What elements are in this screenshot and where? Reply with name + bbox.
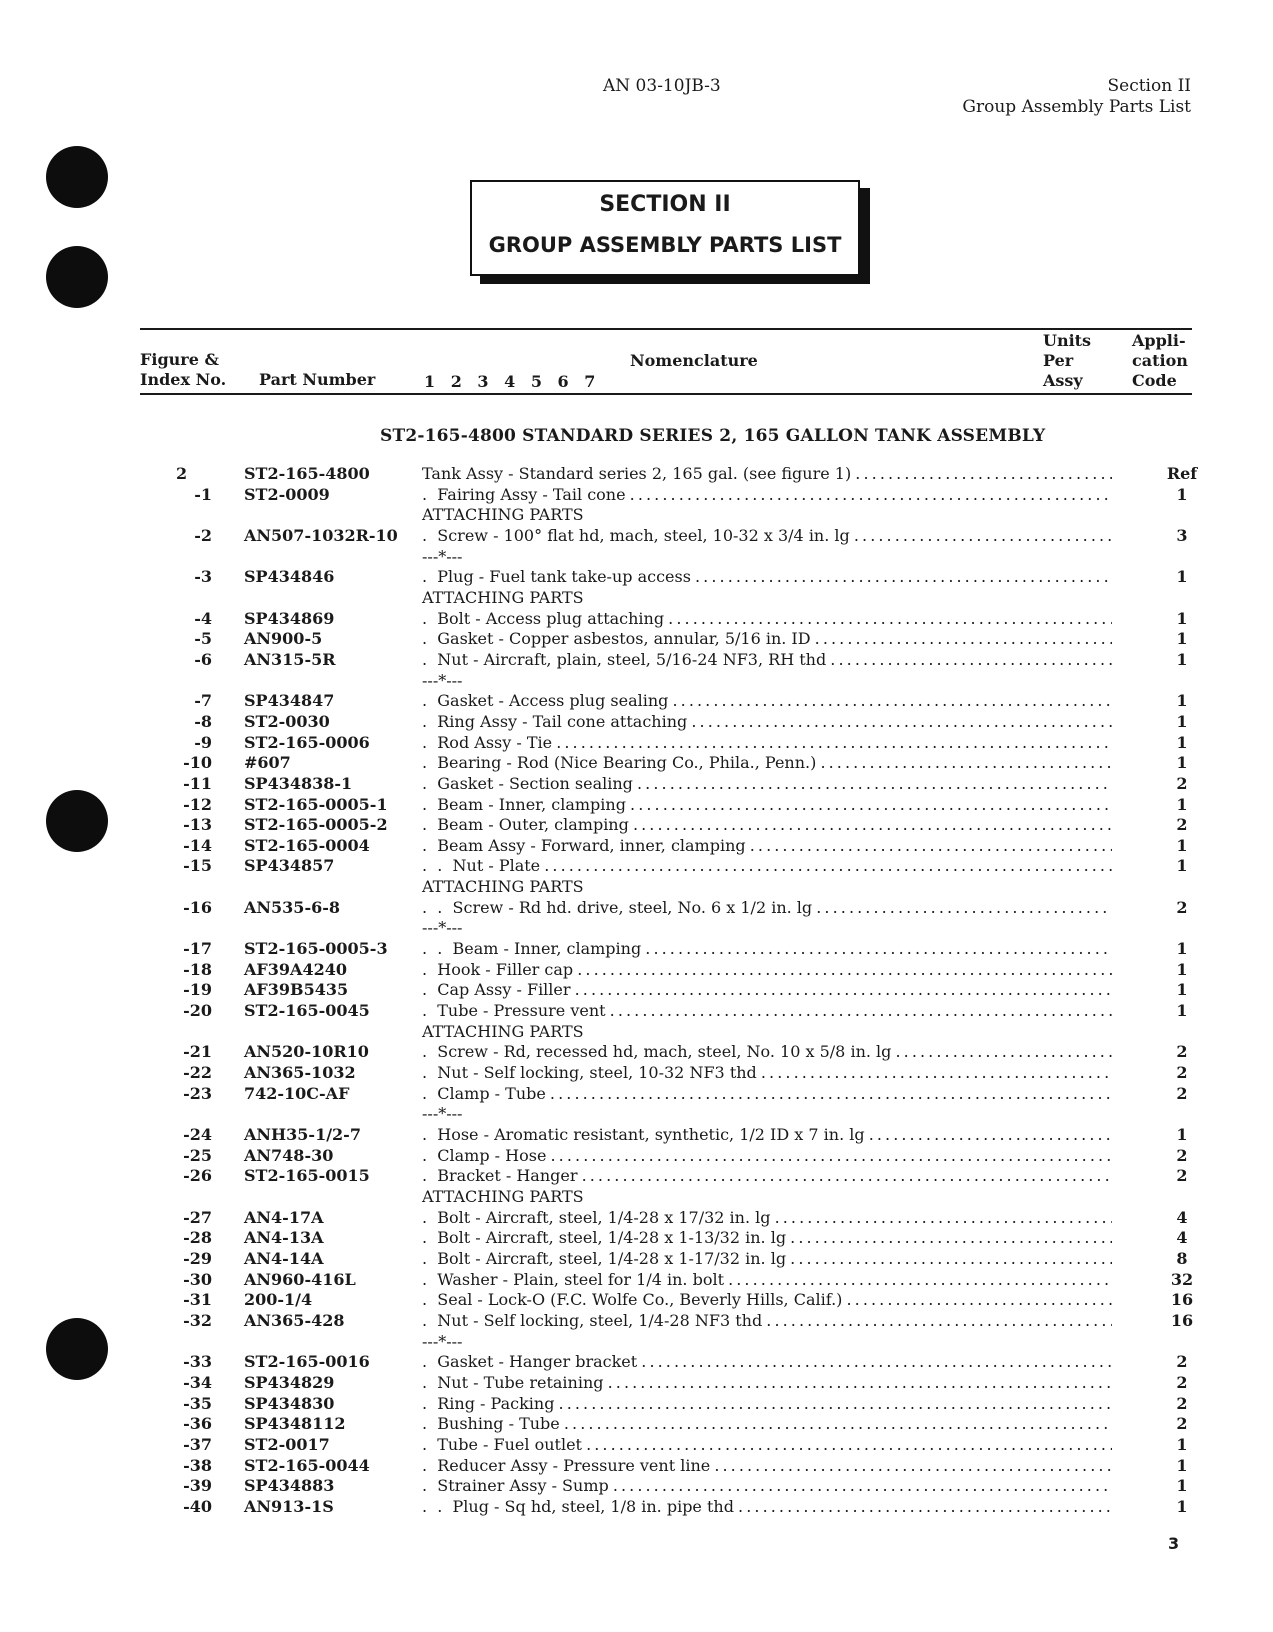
row-part-number: AN365-1032 <box>244 1063 356 1083</box>
row-units: 2 <box>1176 1166 1188 1186</box>
row-index: -34 <box>183 1372 212 1392</box>
table-row <box>140 1290 1192 1311</box>
row-part-number: ST2-165-0006 <box>244 732 370 752</box>
parts-list <box>140 464 1198 1517</box>
row-index: -5 <box>194 629 212 649</box>
attaching-parts-label <box>140 1187 1192 1208</box>
section-title-box <box>470 180 860 276</box>
section-box-line1: SECTION II <box>599 192 731 217</box>
row-index: -15 <box>183 856 212 876</box>
row-nomenclature: . Bracket - Hanger . . . <box>422 1166 1112 1186</box>
row-index: -29 <box>183 1248 212 1268</box>
row-part-number: ST2-0030 <box>244 711 330 731</box>
row-nomenclature: . Beam - Outer, clamping . . . <box>422 815 1112 835</box>
row-note: ATTACHING PARTS <box>422 587 584 607</box>
row-part-number: SP434829 <box>244 1372 335 1392</box>
table-row <box>140 1084 1192 1105</box>
attaching-parts-label <box>140 588 1192 609</box>
row-nomenclature: . Hose - Aromatic resistant, synthetic, 1/2 ID x 7 in. lg . . . <box>422 1125 1112 1145</box>
table-row <box>140 526 1192 547</box>
row-index: -18 <box>183 959 212 979</box>
row-nomenclature: . . Beam - Inner, clamping . . . <box>422 939 1112 959</box>
col-figure-index: Figure & Index No. <box>140 350 227 389</box>
table-header-rule <box>140 393 1192 395</box>
row-index: -39 <box>183 1476 212 1496</box>
row-nomenclature: . Bolt - Aircraft, steel, 1/4-28 x 1-13/32 in. lg . . . <box>422 1228 1112 1248</box>
binder-hole <box>46 246 108 308</box>
table-row <box>140 1042 1192 1063</box>
row-nomenclature: . Seal - Lock-O (F.C. Wolfe Co., Beverly Hills, Calif.) . . . <box>422 1290 1112 1310</box>
row-nomenclature: . Screw - Rd, recessed hd, mach, steel, No. 10 x 5/8 in. lg . . . <box>422 1042 1112 1062</box>
row-units: 16 <box>1170 1310 1194 1330</box>
row-nomenclature: . Screw - 100° flat hd, mach, steel, 10-32 x 3/4 in. lg . . . <box>422 526 1112 546</box>
row-units: 16 <box>1170 1290 1194 1310</box>
row-part-number: AN507-1032R-10 <box>244 525 398 545</box>
table-row <box>140 774 1192 795</box>
table-row <box>140 898 1192 919</box>
row-index: -26 <box>183 1166 212 1186</box>
row-part-number: AF39B5435 <box>244 980 349 1000</box>
table-row <box>140 485 1192 506</box>
row-units: 2 <box>1176 897 1188 917</box>
table-row <box>140 1414 1192 1435</box>
section-title: Group Assembly Parts List <box>962 97 1191 117</box>
row-nomenclature: . Beam - Inner, clamping . . . <box>422 795 1112 815</box>
row-units: 1 <box>1176 1125 1188 1144</box>
row-units: 2 <box>1176 1083 1188 1103</box>
assembly-subheading: ST2-165-4800 STANDARD SERIES 2, 165 GALLON TANK ASSEMBLY <box>380 426 1046 446</box>
row-part-number: AN4-13A <box>244 1228 324 1248</box>
row-nomenclature: . Clamp - Tube . . . <box>422 1084 1112 1104</box>
row-part-number: SP434830 <box>244 1393 335 1413</box>
row-units: 1 <box>1176 835 1188 855</box>
row-units: 4 <box>1176 1207 1188 1227</box>
row-nomenclature: . Nut - Self locking, steel, 1/4-28 NF3 thd . . . <box>422 1311 1112 1331</box>
row-nomenclature: . Cap Assy - Filler . . . <box>422 980 1112 1000</box>
row-part-number: SP434857 <box>244 856 335 876</box>
row-nomenclature: . . Screw - Rd hd. drive, steel, No. 6 x 1/2 in. lg . . . <box>422 898 1112 918</box>
table-row <box>140 567 1192 588</box>
row-nomenclature: . Hook - Filler cap . . . <box>422 960 1112 980</box>
row-nomenclature: . Tube - Fuel outlet . . . <box>422 1435 1112 1455</box>
row-index: -13 <box>183 815 212 835</box>
row-index: -19 <box>183 980 212 1000</box>
row-index: -9 <box>194 732 212 752</box>
attaching-parts-end-marker <box>140 671 1192 692</box>
row-nomenclature: . Beam Assy - Forward, inner, clamping . . . <box>422 836 1112 856</box>
row-part-number: ST2-0017 <box>244 1434 330 1454</box>
row-part-number: AN4-14A <box>244 1248 324 1268</box>
row-units: 1 <box>1176 629 1188 649</box>
row-index: -11 <box>183 773 212 793</box>
row-nomenclature: . Strainer Assy - Sump . . . <box>422 1476 1112 1496</box>
row-nomenclature: . Ring Assy - Tail cone attaching . . . <box>422 712 1112 732</box>
row-note: ATTACHING PARTS <box>422 1186 584 1206</box>
row-units: 1 <box>1176 856 1188 876</box>
row-nomenclature: . Gasket - Copper asbestos, annular, 5/16 in. ID . . . <box>422 629 1112 649</box>
row-note: ATTACHING PARTS <box>422 505 584 525</box>
table-row <box>140 1166 1192 1187</box>
row-units: 1 <box>1176 939 1188 959</box>
row-units: 1 <box>1176 711 1188 731</box>
row-note: ---*--- <box>422 1104 463 1124</box>
row-units: 32 <box>1170 1269 1194 1289</box>
row-note: ---*--- <box>422 670 463 690</box>
row-index: -2 <box>194 525 212 545</box>
attaching-parts-label <box>140 505 1192 526</box>
col-application-code: Appli- cation Code <box>1132 331 1188 390</box>
row-part-number: ST2-165-0005-3 <box>244 939 388 959</box>
row-nomenclature: . Clamp - Hose . . . <box>422 1146 1112 1166</box>
row-index: -6 <box>194 649 212 669</box>
row-index: -8 <box>194 711 212 731</box>
attaching-parts-label <box>140 877 1192 898</box>
row-nomenclature: . Bolt - Access plug attaching . . . <box>422 609 1112 629</box>
col-units-per-assy: Units Per Assy <box>1043 331 1092 390</box>
row-part-number: 200-1/4 <box>244 1290 313 1310</box>
row-nomenclature: . Plug - Fuel tank take-up access . . . <box>422 567 1112 587</box>
row-index: -12 <box>183 794 212 814</box>
table-row <box>140 1125 1192 1146</box>
row-part-number: ST2-0009 <box>244 484 330 504</box>
table-row <box>140 1497 1192 1518</box>
row-units: 2 <box>1176 1393 1188 1413</box>
row-part-number: ST2-165-0015 <box>244 1166 370 1186</box>
row-units: 1 <box>1176 1455 1188 1475</box>
table-row <box>140 856 1192 877</box>
row-units: 1 <box>1176 1001 1188 1021</box>
table-row <box>140 795 1192 816</box>
table-row <box>140 733 1192 754</box>
row-part-number: ST2-165-0045 <box>244 1001 370 1021</box>
row-part-number: SP434883 <box>244 1476 335 1496</box>
table-row <box>140 464 1198 485</box>
binder-hole <box>46 1318 108 1380</box>
row-nomenclature: . . Plug - Sq hd, steel, 1/8 in. pipe thd . . . <box>422 1497 1112 1517</box>
row-index: -35 <box>183 1393 212 1413</box>
attaching-parts-end-marker <box>140 1104 1192 1125</box>
row-units: 1 <box>1176 732 1188 752</box>
table-row <box>140 815 1192 836</box>
row-index: -10 <box>183 753 212 773</box>
row-units: 2 <box>1176 1352 1188 1372</box>
binder-hole <box>46 790 108 852</box>
row-part-number: SP434838-1 <box>244 773 353 793</box>
row-part-number: AN315-5R <box>244 649 336 669</box>
row-note: ---*--- <box>422 918 463 938</box>
attaching-parts-end-marker <box>140 547 1192 568</box>
row-units: 1 <box>1176 484 1188 504</box>
row-index: -38 <box>183 1455 212 1475</box>
row-index: -22 <box>183 1063 212 1083</box>
row-units: 1 <box>1176 753 1188 773</box>
row-units: 2 <box>1176 815 1188 835</box>
row-units: 2 <box>1176 1145 1188 1165</box>
row-nomenclature: . Gasket - Hanger bracket . . . <box>422 1352 1112 1372</box>
row-part-number: ST2-165-0016 <box>244 1352 370 1372</box>
row-nomenclature: . Tube - Pressure vent . . . <box>422 1001 1112 1021</box>
binder-hole <box>46 146 108 208</box>
table-row <box>140 1456 1192 1477</box>
row-units: 1 <box>1176 1496 1188 1516</box>
row-part-number: ST2-165-0004 <box>244 835 370 855</box>
row-part-number: ANH35-1/2-7 <box>244 1125 361 1144</box>
row-nomenclature: . Ring - Packing . . . <box>422 1394 1112 1414</box>
row-index: -21 <box>183 1042 212 1062</box>
row-units: 3 <box>1176 525 1188 545</box>
row-part-number: AN4-17A <box>244 1207 324 1227</box>
table-row <box>140 1001 1192 1022</box>
attaching-parts-end-marker <box>140 1332 1192 1353</box>
row-units: 1 <box>1176 649 1188 669</box>
col-indent-levels: 1 2 3 4 5 6 7 <box>424 372 596 391</box>
table-row <box>140 1249 1192 1270</box>
table-row <box>140 1228 1192 1249</box>
row-nomenclature: . Reducer Assy - Pressure vent line . . . <box>422 1456 1112 1476</box>
row-part-number: AN520-10R10 <box>244 1042 369 1062</box>
document-number: AN 03-10JB-3 <box>603 76 721 96</box>
row-index: -4 <box>194 608 212 628</box>
row-nomenclature: . Gasket - Access plug sealing . . . <box>422 691 1112 711</box>
row-index: -31 <box>183 1290 212 1310</box>
table-row <box>140 1270 1192 1291</box>
row-units: 2 <box>1176 1372 1188 1392</box>
row-index: -36 <box>183 1414 212 1434</box>
table-row <box>140 609 1192 630</box>
table-row <box>140 629 1192 650</box>
table-row <box>140 1208 1192 1229</box>
row-nomenclature: . Nut - Tube retaining . . . <box>422 1373 1112 1393</box>
table-row <box>140 1435 1192 1456</box>
table-row <box>140 1394 1192 1415</box>
row-index: -17 <box>183 939 212 959</box>
row-nomenclature: . Bearing - Rod (Nice Bearing Co., Phila., Penn.) . . . <box>422 753 1112 773</box>
table-row <box>140 753 1192 774</box>
row-index: -40 <box>183 1496 212 1516</box>
row-part-number: #607 <box>244 753 291 773</box>
row-nomenclature: Tank Assy - Standard series 2, 165 gal. (see figure 1) . . . <box>422 464 1112 484</box>
table-row <box>140 1311 1192 1332</box>
row-note: ATTACHING PARTS <box>422 1021 584 1041</box>
row-part-number: ST2-165-0005-2 <box>244 815 388 835</box>
row-part-number: SP434847 <box>244 691 335 711</box>
table-row <box>140 939 1192 960</box>
row-part-number: AN960-416L <box>244 1269 356 1289</box>
row-note: ---*--- <box>422 1331 463 1351</box>
col-part-number: Part Number <box>259 370 376 389</box>
row-index: -37 <box>183 1434 212 1454</box>
row-index: 2 <box>176 464 188 483</box>
row-nomenclature: . Nut - Aircraft, plain, steel, 5/16-24 NF3, RH thd . . . <box>422 650 1112 670</box>
row-nomenclature: . Bushing - Tube . . . <box>422 1414 1112 1434</box>
table-row <box>140 650 1192 671</box>
running-header <box>962 76 1191 118</box>
row-index: -32 <box>183 1310 212 1330</box>
row-units: 1 <box>1176 980 1188 1000</box>
attaching-parts-label <box>140 1022 1192 1043</box>
row-index: -23 <box>183 1083 212 1103</box>
row-part-number: AF39A4240 <box>244 959 347 979</box>
row-part-number: AN365-428 <box>244 1310 345 1330</box>
section-label: Section II <box>1107 76 1191 96</box>
row-part-number: AN535-6-8 <box>244 897 340 917</box>
row-part-number: SP434869 <box>244 608 335 628</box>
table-row <box>140 691 1192 712</box>
row-nomenclature: . . Nut - Plate . . . <box>422 856 1112 876</box>
row-units: 2 <box>1176 1042 1188 1062</box>
row-units: 1 <box>1176 794 1188 814</box>
row-nomenclature: . Bolt - Aircraft, steel, 1/4-28 x 17/32 in. lg . . . <box>422 1208 1112 1228</box>
row-nomenclature: . Gasket - Section sealing . . . <box>422 774 1112 794</box>
row-index: -16 <box>183 897 212 917</box>
row-note: ---*--- <box>422 546 463 566</box>
row-units: Ref <box>1166 464 1198 483</box>
row-part-number: AN748-30 <box>244 1145 334 1165</box>
row-units: 2 <box>1176 773 1188 793</box>
section-box-line2: GROUP ASSEMBLY PARTS LIST <box>488 233 842 257</box>
row-part-number: AN913-1S <box>244 1496 334 1516</box>
table-row <box>140 960 1192 981</box>
row-index: -25 <box>183 1145 212 1165</box>
row-units: 2 <box>1176 1063 1188 1083</box>
row-units: 8 <box>1176 1248 1188 1268</box>
table-row <box>140 980 1192 1001</box>
attaching-parts-end-marker <box>140 918 1192 939</box>
table-row <box>140 1146 1192 1167</box>
row-part-number: 742-10C-AF <box>244 1083 350 1103</box>
row-nomenclature: . Washer - Plain, steel for 1/4 in. bolt . . . <box>422 1270 1112 1290</box>
table-row <box>140 1373 1192 1394</box>
row-units: 2 <box>1176 1414 1188 1434</box>
table-row <box>140 1352 1192 1373</box>
row-part-number: AN900-5 <box>244 629 323 649</box>
row-units: 1 <box>1176 959 1188 979</box>
row-index: -27 <box>183 1207 212 1227</box>
row-units: 1 <box>1176 1434 1188 1454</box>
row-units: 1 <box>1176 608 1188 628</box>
page-number: 3 <box>1168 1534 1180 1553</box>
table-row <box>140 1063 1192 1084</box>
col-nomenclature: Nomenclature <box>630 351 758 370</box>
row-index: -1 <box>194 484 212 504</box>
row-index: -20 <box>183 1001 212 1021</box>
row-units: 1 <box>1176 691 1188 711</box>
row-index: -3 <box>194 567 212 587</box>
row-units: 1 <box>1176 567 1188 587</box>
table-top-rule <box>140 328 1192 330</box>
row-index: -7 <box>194 691 212 711</box>
row-part-number: ST2-165-0044 <box>244 1455 370 1475</box>
row-nomenclature: . Bolt - Aircraft, steel, 1/4-28 x 1-17/32 in. lg . . . <box>422 1249 1112 1269</box>
row-nomenclature: . Rod Assy - Tie . . . <box>422 733 1112 753</box>
row-index: -28 <box>183 1228 212 1248</box>
row-units: 4 <box>1176 1228 1188 1248</box>
row-part-number: SP4348112 <box>244 1414 346 1434</box>
row-part-number: ST2-165-4800 <box>244 464 370 483</box>
row-index: -24 <box>183 1125 212 1144</box>
table-row <box>140 712 1192 733</box>
row-note: ATTACHING PARTS <box>422 877 584 897</box>
row-part-number: ST2-165-0005-1 <box>244 794 388 814</box>
row-index: -14 <box>183 835 212 855</box>
row-index: -30 <box>183 1269 212 1289</box>
row-part-number: SP434846 <box>244 567 335 587</box>
table-row <box>140 1476 1192 1497</box>
row-units: 1 <box>1176 1476 1188 1496</box>
row-nomenclature: . Fairing Assy - Tail cone . . . <box>422 485 1112 505</box>
row-index: -33 <box>183 1352 212 1372</box>
table-row <box>140 836 1192 857</box>
row-nomenclature: . Nut - Self locking, steel, 10-32 NF3 thd . . . <box>422 1063 1112 1083</box>
